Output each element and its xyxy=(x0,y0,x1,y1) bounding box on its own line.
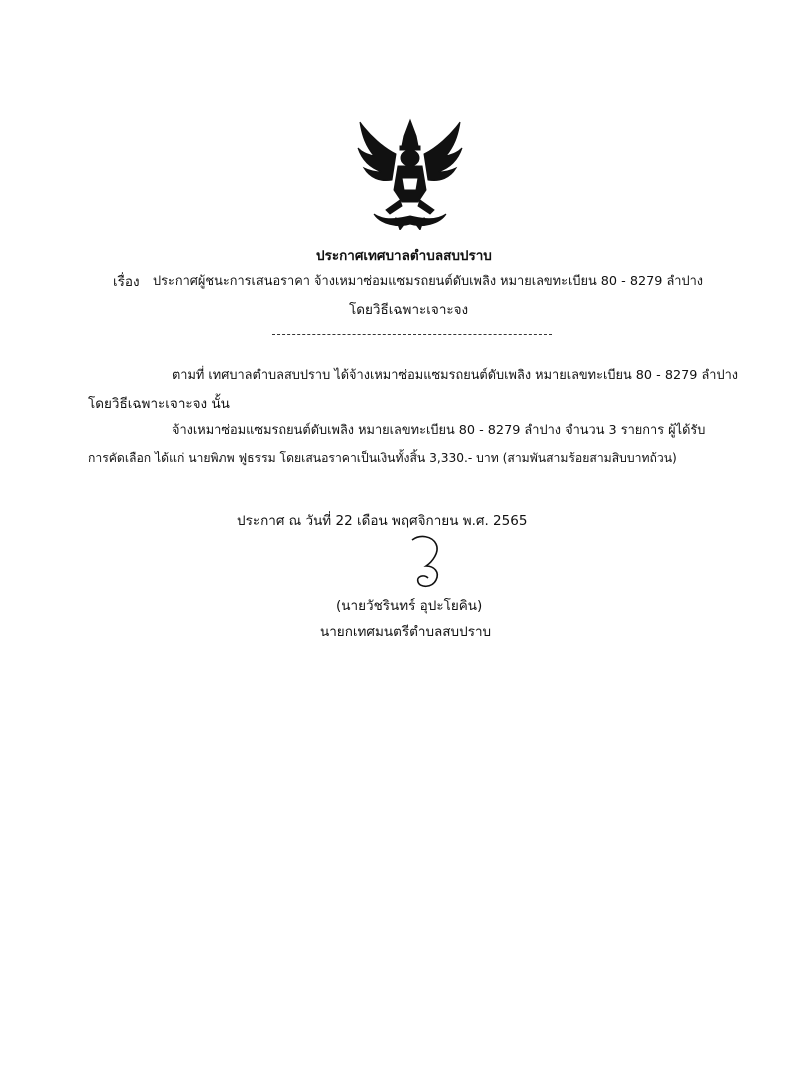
subject-label: เรื่อง xyxy=(113,274,140,290)
paragraph-1-line-2: โดยวิธีเฉพาะเจาะจง นั้น xyxy=(88,396,230,412)
announcement-date: ประกาศ ณ วันที่ 22 เดือน พฤศจิกายน พ.ศ. 2565 xyxy=(237,513,528,529)
signature-scribble-icon xyxy=(406,532,446,592)
signer-name: (นายวัชรินทร์ อุปะโยคิน) xyxy=(336,598,483,614)
subject-method: โดยวิธีเฉพาะเจาะจง xyxy=(349,302,469,318)
signer-position: นายกเทศมนตรีตำบลสบปราบ xyxy=(320,624,492,640)
document-title: ประกาศเทศบาลตำบลสบปราบ xyxy=(316,248,492,264)
subject-text: ประกาศผู้ชนะการเสนอราคา จ้างเหมาซ่อมแซมรถยนต์ดับเพลิง หมายเลขทะเบียน 80 - 8279 ลำปาง xyxy=(153,274,704,289)
paragraph-1-line-1: ตามที่ เทศบาลตำบลสบปราบ ได้จ้างเหมาซ่อมแซมรถยนต์ดับเพลิง หมายเลขทะเบียน 80 - 8279 ลำปาง xyxy=(172,368,739,383)
garuda-emblem-icon xyxy=(356,118,464,230)
paragraph-2-line-1: จ้างเหมาซ่อมแซมรถยนต์ดับเพลิง หมายเลขทะเบียน 80 - 8279 ลำปาง จำนวน 3 รายการ ผู้ได้รับ xyxy=(172,423,706,438)
separator-line xyxy=(272,334,552,335)
paragraph-2-line-2: การคัดเลือก ได้แก่ นายพิภพ ฟูธรรม โดยเสนอราคาเป็นเงินทั้งสิ้น 3,330.- บาท (สามพันสามร้อยสามสิบบาทถ้วน) xyxy=(88,451,677,465)
